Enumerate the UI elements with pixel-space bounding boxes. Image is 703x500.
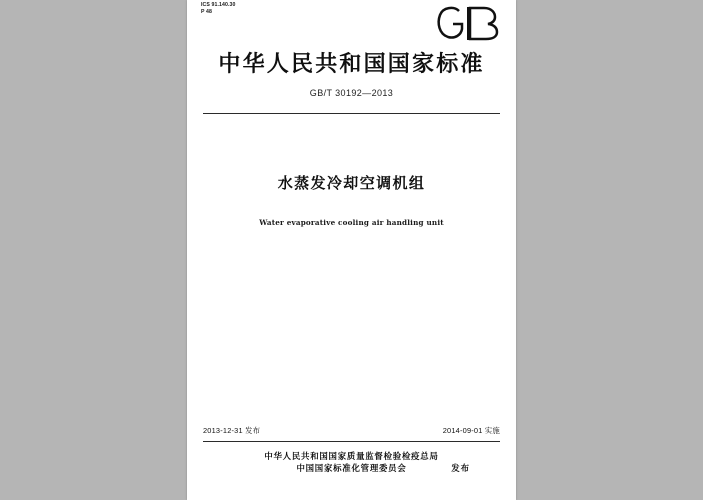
implementation-date: 2014-09-01 实施	[442, 426, 500, 435]
document-title-english: Water evaporative cooling air handling unit	[259, 218, 444, 227]
bottom-divider	[203, 441, 500, 442]
issue-label: 发布	[451, 463, 470, 473]
standard-number: GB/T 30192—2013	[309, 88, 394, 98]
page-title: 中华人民共和国国家标准	[218, 51, 485, 77]
ccs-number: P 48	[201, 8, 212, 15]
ics-number: ICS 91.140.30	[201, 2, 236, 8]
gb-logo-icon	[434, 4, 500, 42]
publish-date: 2013-12-31 发布	[203, 426, 261, 435]
top-divider	[203, 113, 500, 114]
issuer-line-2: 中国国家标准化管理委员会	[296, 463, 407, 473]
issuer-line-1: 中华人民共和国国家质量监督检验检疫总局	[264, 451, 439, 461]
date-row	[203, 425, 500, 436]
standard-cover-page	[187, 0, 516, 500]
ics-classification-block	[201, 2, 235, 15]
document-title-chinese: 水蒸发冷却空调机组	[277, 174, 426, 192]
